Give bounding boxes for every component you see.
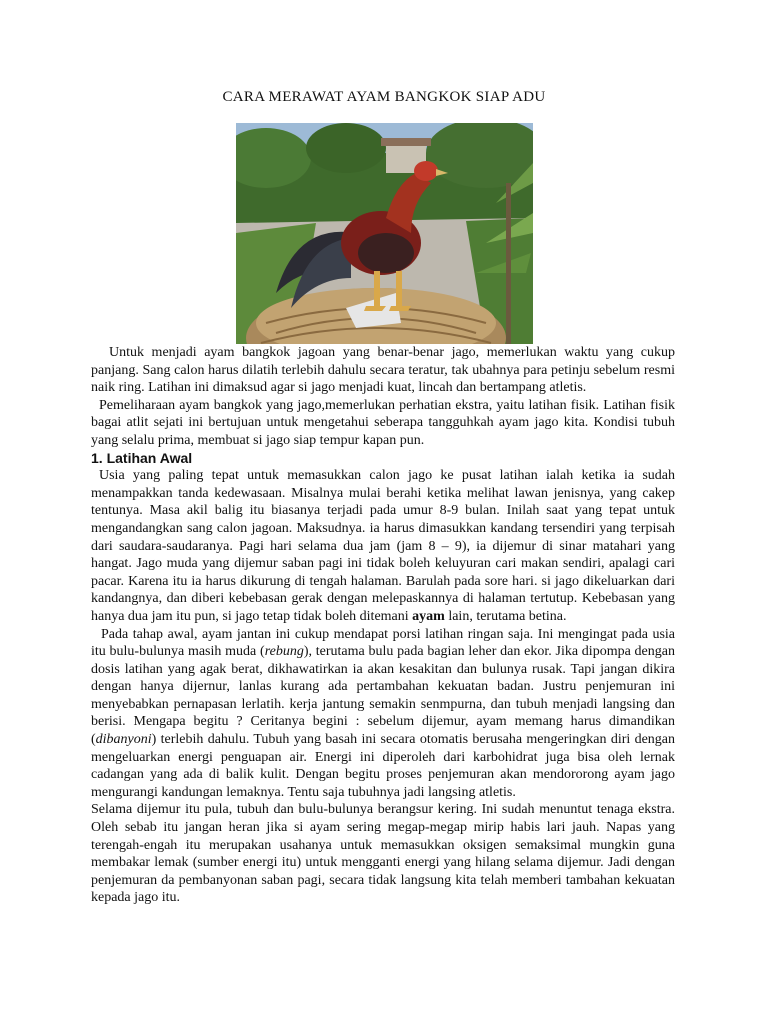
paragraph-usia (91, 467, 675, 625)
italic-dibanyoni: dibanyoni (95, 732, 152, 748)
paragraph-usia-text: Usia yang paling tepat untuk memasukkan calon jago ke pusat latihan ialah ketika ia sudah menampakkan tanda kedewasaan. Misalnya mulai berahi ketika melihat lawan jenisnya, yang cakep tentunya. Masa akil balig itu biasanya terjadi pada umur 8-9 bulan. Inilah saat yang tepat untuk mengandangkan sang calon jagoan. Maksudnya. ia harus dimasukkan kandang tersendiri yang terpisah dari saudara-saudaranya. Pagi hari selama dua jam (jam 8 – 9), ia dijemur di sinar matahari yang hangat. Jago muda yang dijemur saban pagi ini tidak boleh keluyuran cari makan sendiri, apalagi cari pacar. Karena itu ia harus dikurung di tengah halaman. Barulah pada sore hari. si jago dikeluarkan dari kandangnya, dan diberi kebebasan gerak dengan melepaskannya di halaman tertutup. Kebebasan yang hanya dua jam itu pun, si jago tetap tidak boleh ditemani (91, 468, 675, 624)
document-title: CARA MERAWAT AYAM BANGKOK SIAP ADU (222, 89, 546, 105)
rooster-photo (236, 123, 533, 344)
bold-word-ayam: ayam (412, 608, 445, 624)
paragraph-tahap-awal-b: ), terutama bulu pada bagian leher dan ekor. Jika dipompa dengan dosis latihan yang agak berat, dikhawatirkan ia akan kesakitan dan bulunya rusak. Tapi jangan dikira dengan hanya dijernur, lanlas kurang ada pertambahan kekuatan badan. Justru penjemuran ini menyebabkan pernapasan lerlatih. kerja jantung semakin senmpurna, dan tubuh menjadi langsing dan berisi. Mengapa begitu ? Ceritanya begini : sebelum dijemur, ayam memang harus dimandikan ( (91, 644, 675, 748)
paragraph-usia-end: lain, terutama betina. (448, 608, 567, 624)
paragraph-tahap-awal-c: ) terlebih dahulu. Tubuh yang basah ini secara otomatis berusaha mengeringkan diri dengan mengeluarkan energi penguapan air. Energi ini diperoleh dari karbohidrat juga bisa oleh lernak cadangan yang ada di balik kulit. Dengan begitu proses penjemuran akan mendororong ayam jago mengurangi kandungan lemaknya. Tentu saja tubuhnya jadi langsing atletis. (91, 732, 675, 800)
section-heading-latihan-awal: 1. Latihan Awal (91, 449, 193, 466)
paragraph-tahap-awal-a: Pada tahap awal, ayam jantan ini cukup mendapat porsi latihan ringan saja. Ini mengingat pada usia itu bulu-bulunya masih muda ( (91, 626, 675, 660)
paragraph-pemeliharaan: Pemeliharaan ayam bangkok yang jago,memerlukan perhatian ekstra, yaitu latihan fisik. Latihan fisik bagai atlit sejati ini bertujuan untuk mengetahui seberapa tangguhkah ayam jago kita. Kondisi tubuh yang selalu prima, membuat si jago siap tempur kapan pun. (91, 397, 675, 448)
paragraph-intro: Untuk menjadi ayam bangkok jagoan yang benar-benar jago, memerlukan waktu yang cukup panjang. Sang calon harus dilatih terlebih dahulu secara teratur, tak ubahnya para petinju sebelum resmi naik ring. Latihan ini dimaksud agar si jago menjadi kuat, lincah dan bertampang atletis. (91, 345, 675, 396)
italic-rebung: rebung (264, 644, 304, 660)
paragraph-tahap-awal (91, 626, 675, 802)
article-body (91, 344, 675, 907)
paragraph-selama-dijemur: Selama dijemur itu pula, tubuh dan bulu-bulunya berangsur kering. Ini sudah menuntut tenaga ekstra. Oleh sebab itu jangan heran jika si ayam sering megap-megap mirip habis lari jauh. Napas yang terengah-engah itu merupakan usahanya untuk memasukkan oksigen semaksimal mungkin guna membakar lemak (sumber energi itu) untuk mengganti energi yang hilang selama dijemur. Jadi dengan penjemuran da pembanyonan saban pagi, secara tidak langsung kita telah memberi tambahan kekuatan kepada jago itu. (91, 802, 675, 906)
